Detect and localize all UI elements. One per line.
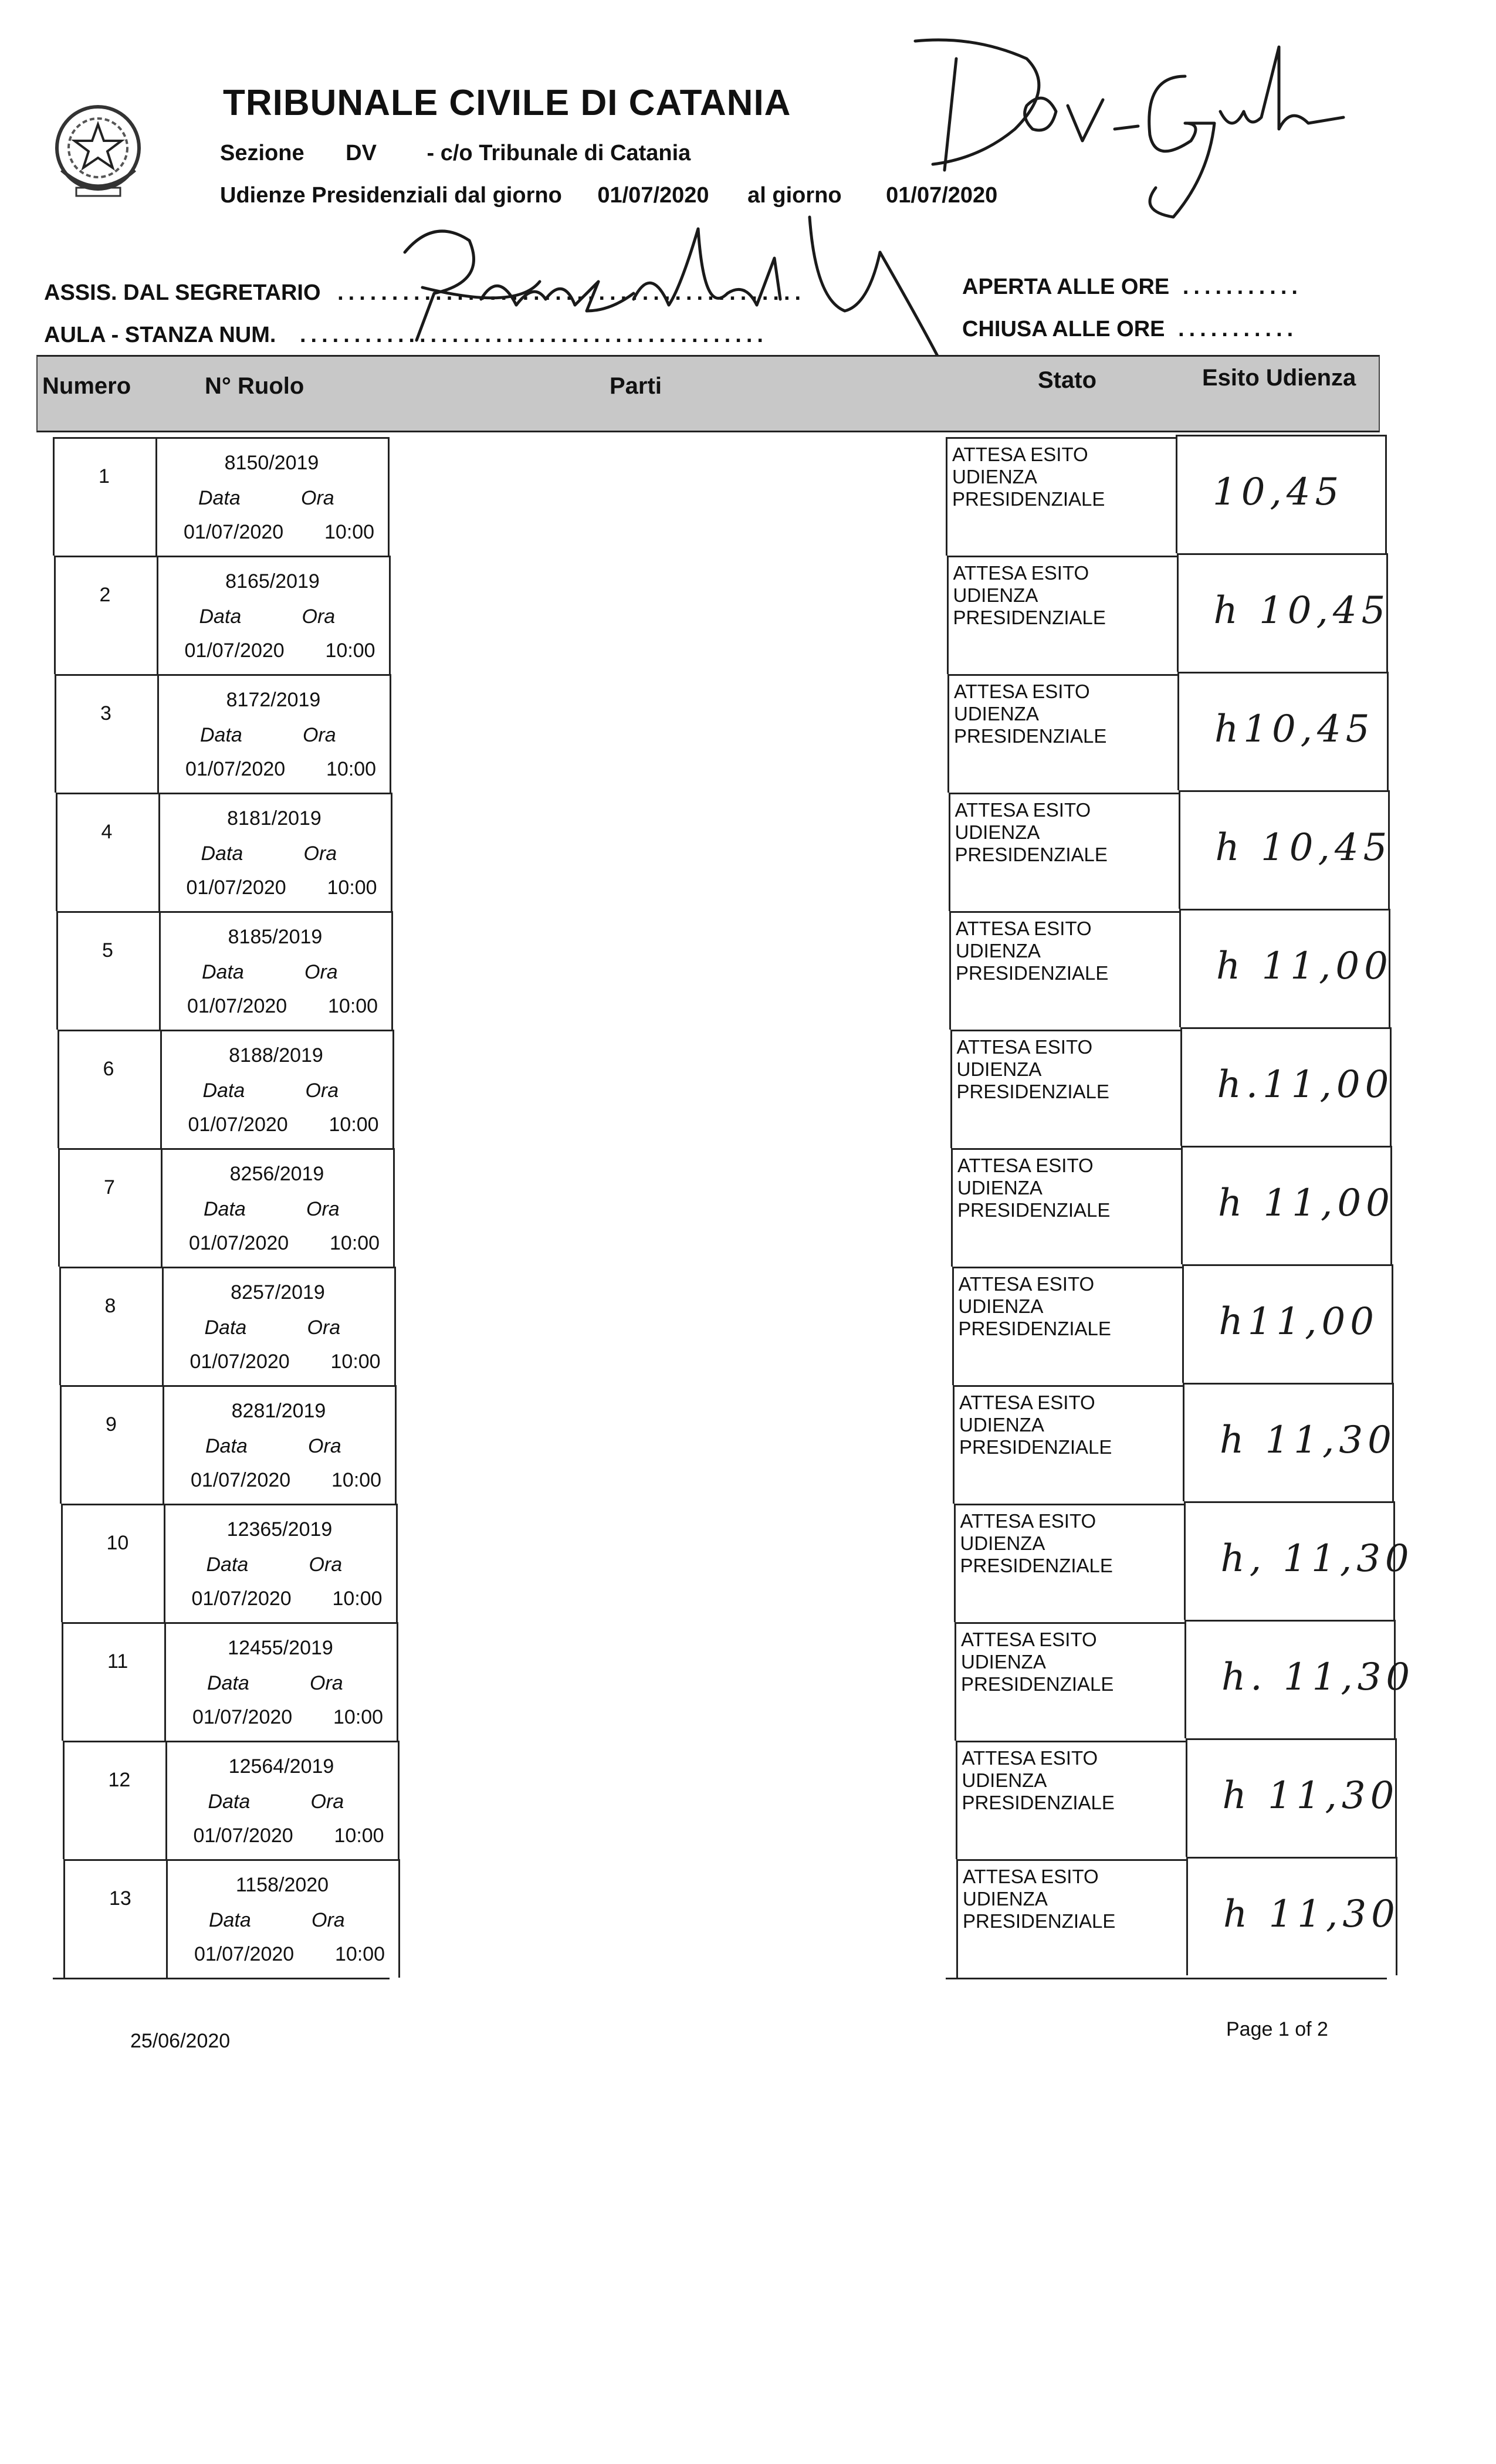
row-data: 01/07/2020 (184, 521, 284, 543)
row-esito-handwritten: h. 11,30 (1221, 1656, 1415, 1699)
row-esito-handwritten: h 11,30 (1223, 1893, 1400, 1936)
ora-label: Ora (312, 1909, 345, 1931)
esito-cell (1179, 790, 1390, 909)
row-esito-handwritten: h 11,00 (1218, 1182, 1395, 1225)
row-ruolo: 8257/2019 (231, 1281, 325, 1304)
row-stato: ATTESA ESITO UDIENZA PRESIDENZIALE (956, 1036, 1109, 1102)
ruolo-cell (164, 1267, 396, 1385)
row-numero: 10 (106, 1532, 129, 1554)
row-esito-handwritten: h.11,00 (1217, 1063, 1394, 1106)
row-stato: ATTESA ESITO UDIENZA PRESIDENZIALE (960, 1510, 1113, 1576)
row-numero: 2 (99, 584, 111, 606)
stato-cell (953, 1385, 1183, 1504)
data-label: Data (202, 961, 244, 983)
ora-label: Ora (303, 842, 337, 865)
table-row (46, 1148, 1396, 1267)
esito-cell (1177, 672, 1389, 790)
table-row (46, 1030, 1395, 1148)
row-numero: 4 (101, 821, 113, 843)
row-ora: 10:00 (325, 639, 375, 662)
ruolo-cell (159, 674, 391, 793)
bottom-line-left (53, 1978, 390, 1979)
ora-label: Ora (302, 605, 336, 628)
row-esito-handwritten: h10,45 (1214, 708, 1375, 751)
row-numero: 11 (107, 1650, 128, 1673)
row-stato: ATTESA ESITO UDIENZA PRESIDENZIALE (953, 562, 1106, 628)
row-ruolo: 8256/2019 (229, 1163, 324, 1185)
row-numero: 7 (104, 1176, 115, 1199)
row-stato: ATTESA ESITO UDIENZA PRESIDENZIALE (957, 1155, 1111, 1221)
row-stato: ATTESA ESITO UDIENZA PRESIDENZIALE (954, 681, 1107, 747)
stato-cell (956, 1859, 1186, 1978)
row-ora: 10:00 (330, 1351, 381, 1373)
ora-label: Ora (310, 1672, 343, 1694)
page-indicator: Page 1 of 2 (1226, 2018, 1328, 2040)
row-data: 01/07/2020 (185, 758, 286, 780)
signature-top-right-icon (880, 23, 1379, 223)
ruolo-cell (162, 1030, 394, 1148)
stato-cell (950, 1030, 1180, 1148)
al-giorno: 01/07/2020 (886, 183, 998, 208)
row-ora: 10:00 (332, 1588, 383, 1610)
data-label: Data (204, 1198, 246, 1220)
numero-cell (63, 1859, 168, 1978)
ruolo-cell (168, 1859, 400, 1978)
row-ruolo: 8181/2019 (227, 807, 321, 830)
row-numero: 13 (109, 1887, 131, 1910)
ruolo-cell (164, 1385, 397, 1504)
stato-cell (951, 1148, 1181, 1267)
ruolo-cell (163, 1148, 395, 1267)
ora-label: Ora (308, 1435, 341, 1457)
row-ruolo: 12365/2019 (226, 1518, 333, 1541)
row-ora: 10:00 (329, 1113, 379, 1136)
assis-dots: ........................................... (337, 280, 806, 305)
row-data: 01/07/2020 (184, 639, 285, 662)
row-ruolo: 8185/2019 (228, 926, 323, 948)
table-header (36, 355, 1380, 432)
aperta-dots: ........... (1182, 275, 1302, 299)
row-ora: 10:00 (333, 1706, 384, 1728)
aula-label: AULA - STANZA NUM. (44, 323, 276, 347)
table-row (48, 1267, 1397, 1385)
row-esito-handwritten: h, 11,30 (1220, 1537, 1414, 1580)
row-ruolo: 8188/2019 (229, 1044, 323, 1067)
row-ruolo: 8172/2019 (226, 689, 321, 711)
assis-label: ASSIS. DAL SEGRETARIO (44, 280, 321, 305)
row-numero: 12 (108, 1769, 131, 1791)
data-label: Data (202, 1079, 245, 1102)
row-stato: ATTESA ESITO UDIENZA PRESIDENZIALE (952, 444, 1105, 510)
row-esito-handwritten: h 10,45 (1213, 589, 1390, 632)
numero-cell (61, 1504, 165, 1622)
stato-cell (956, 1741, 1186, 1859)
row-ruolo: 1158/2020 (235, 1874, 329, 1896)
table-row (52, 1859, 1401, 1978)
row-ruolo: 8281/2019 (231, 1400, 326, 1422)
row-numero: 8 (104, 1295, 116, 1317)
ora-label: Ora (304, 961, 338, 983)
numero-cell (62, 1622, 166, 1741)
header-numero: Numero (42, 373, 131, 399)
row-esito-handwritten: 10,45 (1213, 471, 1344, 514)
ruolo-cell (167, 1741, 400, 1859)
ora-label: Ora (307, 1316, 341, 1339)
data-label: Data (201, 842, 243, 865)
data-label: Data (200, 724, 242, 746)
row-ora: 10:00 (331, 1469, 382, 1491)
ora-label: Ora (309, 1553, 343, 1576)
data-label: Data (207, 1672, 249, 1694)
sezione-label: Sezione (220, 141, 304, 165)
chiusa-dots: ........... (1178, 317, 1298, 341)
row-ruolo: 8165/2019 (225, 570, 320, 593)
row-stato: ATTESA ESITO UDIENZA PRESIDENZIALE (962, 1747, 1115, 1813)
row-ora: 10:00 (324, 521, 375, 543)
table-row (42, 556, 1392, 674)
esito-cell (1181, 1146, 1395, 1264)
aperta-label: APERTA ALLE ORE (962, 275, 1170, 299)
hearings-table (41, 437, 1415, 1980)
data-label: Data (205, 1435, 248, 1457)
numero-cell (55, 674, 159, 793)
esito-cell (1184, 1501, 1414, 1620)
row-data: 01/07/2020 (192, 1706, 293, 1728)
header-stato: Stato (1038, 367, 1096, 393)
table-row (50, 1622, 1415, 1741)
row-numero: 5 (102, 939, 113, 962)
ruolo-cell (161, 911, 393, 1030)
table-row (43, 674, 1392, 793)
esito-cell (1186, 1857, 1400, 1975)
ruolo-cell (160, 793, 392, 911)
row-ora: 10:00 (330, 1232, 380, 1254)
numero-cell (63, 1741, 167, 1859)
numero-cell (60, 1385, 164, 1504)
row-ora: 10:00 (335, 1943, 385, 1965)
print-date: 25/06/2020 (130, 2030, 231, 2052)
row-data: 01/07/2020 (187, 995, 287, 1017)
ruolo-cell (157, 437, 390, 556)
aperta-line (962, 275, 1302, 300)
header-ruolo: N° Ruolo (205, 373, 304, 399)
numero-cell (58, 1148, 163, 1267)
row-stato: ATTESA ESITO UDIENZA PRESIDENZIALE (961, 1629, 1114, 1695)
data-label: Data (206, 1553, 249, 1576)
numero-cell (56, 911, 161, 1030)
stato-cell (947, 556, 1177, 674)
table-row (48, 1385, 1397, 1504)
numero-cell (54, 556, 158, 674)
row-data: 01/07/2020 (189, 1351, 290, 1373)
row-ora: 10:00 (327, 876, 377, 899)
row-ruolo: 12564/2019 (228, 1755, 334, 1778)
row-esito-handwritten: h11,00 (1219, 1300, 1379, 1343)
row-esito-handwritten: h 10,45 (1215, 826, 1392, 869)
row-stato: ATTESA ESITO UDIENZA PRESIDENZIALE (956, 918, 1109, 984)
row-data: 01/07/2020 (186, 876, 286, 899)
data-label: Data (204, 1316, 247, 1339)
row-esito-handwritten: h 11,30 (1220, 1419, 1396, 1462)
row-esito-handwritten: h 11,30 (1222, 1774, 1399, 1817)
stato-cell (954, 1504, 1184, 1622)
esito-cell (1186, 1738, 1397, 1857)
row-data: 01/07/2020 (189, 1232, 289, 1254)
esito-cell (1180, 1027, 1392, 1146)
data-label: Data (208, 1791, 251, 1813)
row-numero: 6 (103, 1058, 114, 1080)
row-stato: ATTESA ESITO UDIENZA PRESIDENZIALE (955, 799, 1108, 865)
court-title: TRIBUNALE CIVILE DI CATANIA (223, 83, 791, 123)
row-numero: 1 (99, 465, 110, 488)
ruolo-cell (158, 556, 391, 674)
row-data: 01/07/2020 (194, 1943, 295, 1965)
al-label: al giorno (747, 183, 842, 208)
dal-giorno: 01/07/2020 (597, 183, 709, 208)
row-stato: ATTESA ESITO UDIENZA PRESIDENZIALE (959, 1392, 1112, 1458)
row-stato: ATTESA ESITO UDIENZA PRESIDENZIALE (958, 1273, 1111, 1339)
row-ora: 10:00 (334, 1825, 384, 1847)
sezione-value: DV (346, 141, 377, 165)
ora-label: Ora (310, 1791, 344, 1813)
row-ora: 10:00 (328, 995, 378, 1017)
stato-cell (947, 674, 1177, 793)
sezione-line (220, 141, 691, 166)
numero-cell (56, 793, 160, 911)
header-esito: Esito Udienza (1202, 365, 1356, 391)
stato-cell (949, 911, 1179, 1030)
row-ora: 10:00 (326, 758, 377, 780)
row-stato: ATTESA ESITO UDIENZA PRESIDENZIALE (963, 1866, 1116, 1932)
stato-cell (946, 437, 1176, 556)
ruolo-cell (166, 1622, 398, 1741)
sezione-suffix: - c/o Tribunale di Catania (427, 141, 691, 165)
numero-cell (59, 1267, 164, 1385)
row-data: 01/07/2020 (191, 1469, 291, 1491)
esito-cell (1177, 553, 1388, 672)
ruolo-cell (165, 1504, 398, 1622)
esito-cell (1184, 1620, 1415, 1738)
esito-cell (1176, 435, 1387, 553)
numero-cell (57, 1030, 162, 1148)
data-label: Data (198, 487, 241, 509)
table-row (41, 437, 1390, 556)
row-esito-handwritten: h 11,00 (1216, 945, 1393, 988)
ora-label: Ora (303, 724, 336, 746)
numero-cell (53, 437, 157, 556)
chiusa-label: CHIUSA ALLE ORE (962, 317, 1165, 341)
table-row (44, 793, 1393, 911)
row-data: 01/07/2020 (188, 1113, 288, 1136)
row-ruolo: 12455/2019 (228, 1637, 333, 1659)
table-row (51, 1741, 1400, 1859)
udienze-label: Udienze Presidenziali dal giorno (220, 183, 562, 208)
chiusa-line (962, 317, 1298, 342)
stato-cell (955, 1622, 1184, 1741)
ora-label: Ora (306, 1198, 340, 1220)
row-numero: 3 (100, 702, 111, 725)
esito-cell (1183, 1383, 1394, 1501)
ora-label: Ora (301, 487, 334, 509)
data-label: Data (209, 1909, 251, 1931)
ora-label: Ora (305, 1079, 339, 1102)
row-data: 01/07/2020 (193, 1825, 293, 1847)
republic-emblem-icon (50, 100, 147, 202)
bottom-line-right (946, 1978, 1387, 1979)
data-label: Data (199, 605, 242, 628)
row-data: 01/07/2020 (191, 1588, 292, 1610)
esito-cell (1179, 909, 1393, 1027)
stato-cell (949, 793, 1179, 911)
row-numero: 9 (106, 1413, 117, 1436)
row-ruolo: 8150/2019 (224, 452, 319, 474)
stato-cell (952, 1267, 1182, 1385)
table-row (45, 911, 1394, 1030)
table-bottom-border (41, 1978, 1390, 1980)
esito-cell (1182, 1264, 1393, 1383)
aula-dots: ........................................... (299, 323, 768, 347)
header-parti: Parti (610, 373, 662, 399)
table-row (49, 1504, 1414, 1622)
